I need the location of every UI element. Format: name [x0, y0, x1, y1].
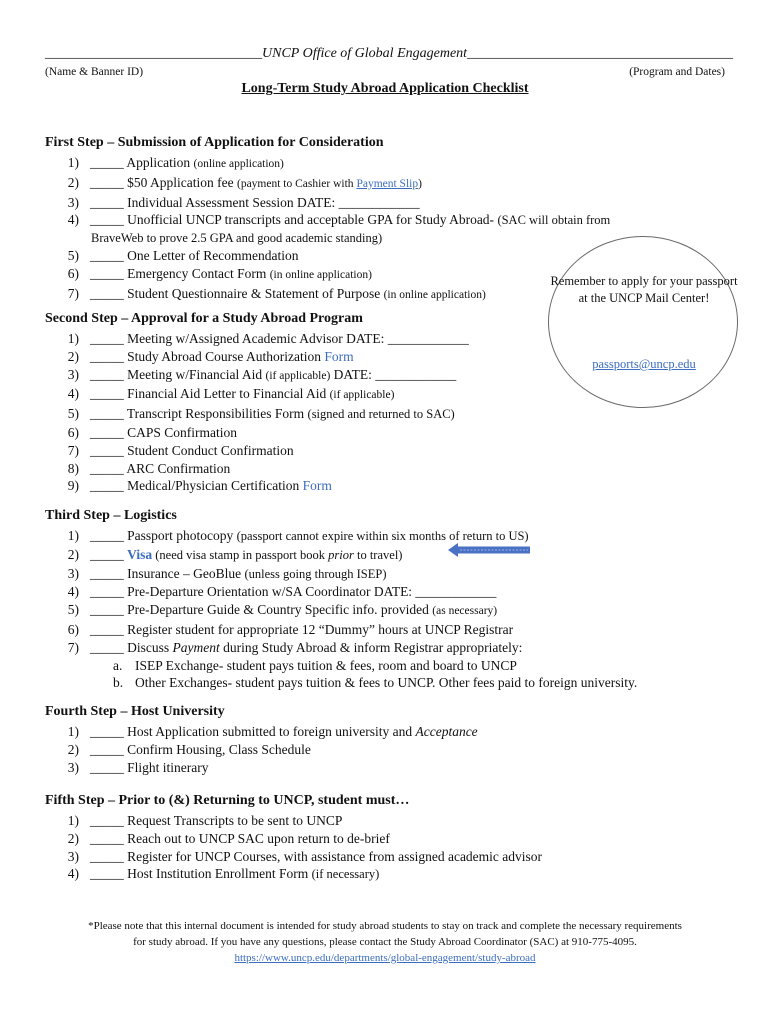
list-item: 1) _____ Application (online application) [67, 155, 284, 170]
list-item: 4) _____ Host Institution Enrollment Form (if necessary) [67, 866, 380, 882]
list-item: 5) _____ Transcript Responsibilities Form (signed and returned to SAC) [67, 406, 455, 422]
visa-label: Visa [127, 546, 153, 562]
list-item: 1) _____ Request Transcripts to be sent to UNCP [67, 813, 343, 828]
passport-email-link[interactable]: passports@uncp.edu [592, 357, 696, 371]
office-header-line: _______________________________UNCP Office of Global Engagement______________________________________ [45, 46, 734, 61]
list-item: 6) _____ CAPS Confirmation [67, 424, 238, 440]
medical-certification-form-link[interactable]: Form [302, 478, 332, 494]
list-item: 2) _____ Reach out to UNCP SAC upon return to de-brief [67, 830, 390, 846]
list-item: 3) _____ Flight itinerary [67, 759, 209, 775]
list-item: 9) _____ Medical/Physician Certification Form [67, 478, 332, 494]
list-item: 2) _____ $50 Application fee (payment to Cashier with Payment Slip) [67, 174, 422, 190]
list-subitem: a. ISEP Exchange- student pays tuition & fees, room and board to UNCP [113, 657, 517, 673]
footer-note-line2: for study abroad. If you have any questions, please contact the Study Abroad Coordinator (SAC) at 910-775-4095. [133, 936, 637, 948]
step5-title: Fifth Step – Prior to (&) Returning to UNCP, student must… [45, 793, 410, 808]
list-item: 6) _____ Register student for appropriate 12 “Dummy” hours at UNCP Registrar [67, 621, 514, 637]
list-item: 3) _____ Insurance – GeoBlue (unless going through ISEP) [67, 565, 387, 581]
list-item: 6) _____ Emergency Contact Form (in online application) [67, 265, 372, 281]
list-item-continuation: BraveWeb to prove 2.5 GPA and good academic standing) [91, 231, 383, 246]
list-item: 7) _____ Student Questionnaire & Statement of Purpose (in online application) [67, 285, 486, 301]
list-item: 7) _____ Discuss Payment during Study Abroad & inform Registrar appropriately: [67, 639, 523, 655]
list-item: 4) _____ Unofficial UNCP transcripts and acceptable GPA for Study Abroad- (SAC will obtain from [67, 212, 611, 228]
list-item: 3) _____ Register for UNCP Courses, with assistance from assigned academic advisor [67, 848, 543, 864]
list-item: 1) _____ Passport photocopy (passport cannot expire within six months of return to US) [67, 528, 529, 543]
list-item: 2) _____ Visa (need visa stamp in passport book prior to travel) [67, 546, 403, 562]
step4-title: Fourth Step – Host University [45, 704, 225, 719]
step5-section [45, 792, 705, 884]
list-item: 2) _____ Study Abroad Course Authorization Form [67, 348, 354, 364]
list-subitem: b. Other Exchanges- student pays tuition & fees to UNCP. Other fees paid to foreign university. [113, 675, 638, 691]
step1-title: First Step – Submission of Application for Consideration [45, 135, 384, 150]
course-authorization-form-link[interactable]: Form [324, 348, 354, 364]
document-title: Long-Term Study Abroad Application Checklist [241, 81, 529, 96]
footer-note [35, 918, 735, 966]
list-item: 4) _____ Financial Aid Letter to Financial Aid (if applicable) [67, 386, 395, 402]
footer-note-line1: *Please note that this internal document is intended for study abroad students to stay on track and complete the necessary requirements [88, 920, 682, 932]
passport-callout-text: Remember to apply for your passport at the UNCP Mail Center! [550, 274, 738, 305]
list-item: 1) _____ Host Application submitted to foreign university and Acceptance [67, 724, 478, 739]
list-item: 8) _____ ARC Confirmation [67, 460, 231, 476]
passport-callout [548, 236, 738, 408]
list-item: 3) _____ Meeting w/Financial Aid (if applicable) DATE: ____________ [67, 366, 457, 382]
step2-title: Second Step – Approval for a Study Abroad Program [45, 311, 363, 326]
list-item: 4) _____ Pre-Departure Orientation w/SA Coordinator DATE: ____________ [67, 584, 497, 600]
step3-title: Third Step – Logistics [45, 508, 177, 523]
step4-section [45, 703, 705, 776]
arrow-left-icon [448, 543, 530, 557]
list-item: 1) _____ Meeting w/Assigned Academic Advisor DATE: ____________ [67, 331, 469, 346]
list-item: 5) _____ Pre-Departure Guide & Country Specific info. provided (as necessary) [67, 602, 498, 618]
payment-slip-link[interactable]: Payment Slip [356, 177, 419, 190]
study-abroad-url-link[interactable]: https://www.uncp.edu/departments/global-engagement/study-abroad [234, 952, 536, 964]
list-item: 5) _____ One Letter of Recommendation [67, 248, 299, 264]
list-item: 7) _____ Student Conduct Confirmation [67, 442, 294, 458]
name-banner-label: (Name & Banner ID) [45, 66, 144, 78]
list-item: 3) _____ Individual Assessment Session DATE: ____________ [67, 194, 420, 210]
list-item: 2) _____ Confirm Housing, Class Schedule [67, 741, 311, 757]
program-dates-label: (Program and Dates) [629, 66, 725, 78]
step3-section [45, 507, 705, 692]
